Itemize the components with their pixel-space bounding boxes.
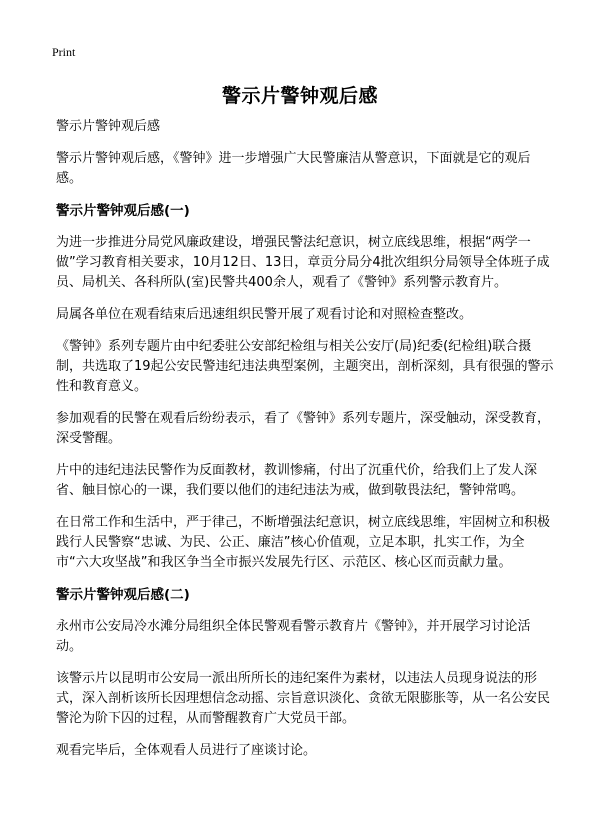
section-2-paragraph: 观看完毕后，全体观看人员进行了座谈讨论。 bbox=[56, 743, 317, 758]
section-2-heading: 警示片警钟观后感(二) bbox=[56, 587, 190, 603]
article-body bbox=[56, 117, 556, 773]
print-label: Print bbox=[52, 45, 76, 59]
page-title: 警示片警钟观后感 bbox=[221, 85, 378, 107]
section-2-paragraph: 该警示片以昆明市公安局一派出所所长的违纪案件为素材，以违法人员现身说法的形式，深入剖析该所长因理想信念动摇、宗旨意识淡化、贪欲无限膨胀等，从一名公安民警沦为阶下囚的过程，从而警醒教育广大党员干部。 bbox=[56, 671, 551, 726]
section-2-paragraph: 永州市公安局冷水滩分局组织全体民警观看警示教育片《警钟》，并开展学习讨论活动。 bbox=[56, 619, 531, 654]
section-1-paragraph: 《警钟》系列专题片由中纪委驻公安部纪检组与相关公安厅(局)纪委(纪检组)联合摄制，共选取了19起公安民警违纪违法典型案例，主题突出，剖析深刻，具有很强的警示性和教育意义。 bbox=[56, 339, 554, 394]
section-1-paragraph: 局属各单位在观看结束后迅速组织民警开展了观看讨论和对照检查整改。 bbox=[56, 307, 473, 322]
intro-paragraph: 警示片警钟观后感，《警钟》进一步增强广大民警廉洁从警意识，下面就是它的观后感。 bbox=[56, 151, 531, 186]
section-1-paragraph: 在日常工作和生活中，严于律己，不断增强法纪意识，树立底线思维，牢固树立和积极践行人民警察“忠诚、为民、公正、廉洁”核心价值观，立足本职，扎实工作，为全市“六大攻坚战”和我区争当全市振兴发展先行区、示范区、核心区而贡献力量。 bbox=[56, 515, 551, 570]
section-1-paragraph: 参加观看的民警在观看后纷纷表示，看了《警钟》系列专题片，深受触动，深受教育，深受警醒。 bbox=[56, 411, 551, 446]
section-1-paragraph: 为进一步推进分局党风廉政建设，增强民警法纪意识，树立底线思维，根据“两学一做”学习教育相关要求，10月12日、13日，章贡分局分4批次组织分局领导全体班子成员、局机关、各科所队(室)民警共400余人，观看了《警钟》系列警示教育片。 bbox=[56, 235, 550, 290]
section-1-paragraph: 片中的违纪违法民警作为反面教材，教训惨痛，付出了沉重代价，给我们上了发人深省、触目惊心的一课，我们要以他们的违纪违法为戒，做到敬畏法纪，警钟常鸣。 bbox=[56, 463, 538, 498]
section-1-heading: 警示片警钟观后感(一) bbox=[56, 203, 190, 219]
intro-subtitle: 警示片警钟观后感 bbox=[56, 119, 161, 134]
